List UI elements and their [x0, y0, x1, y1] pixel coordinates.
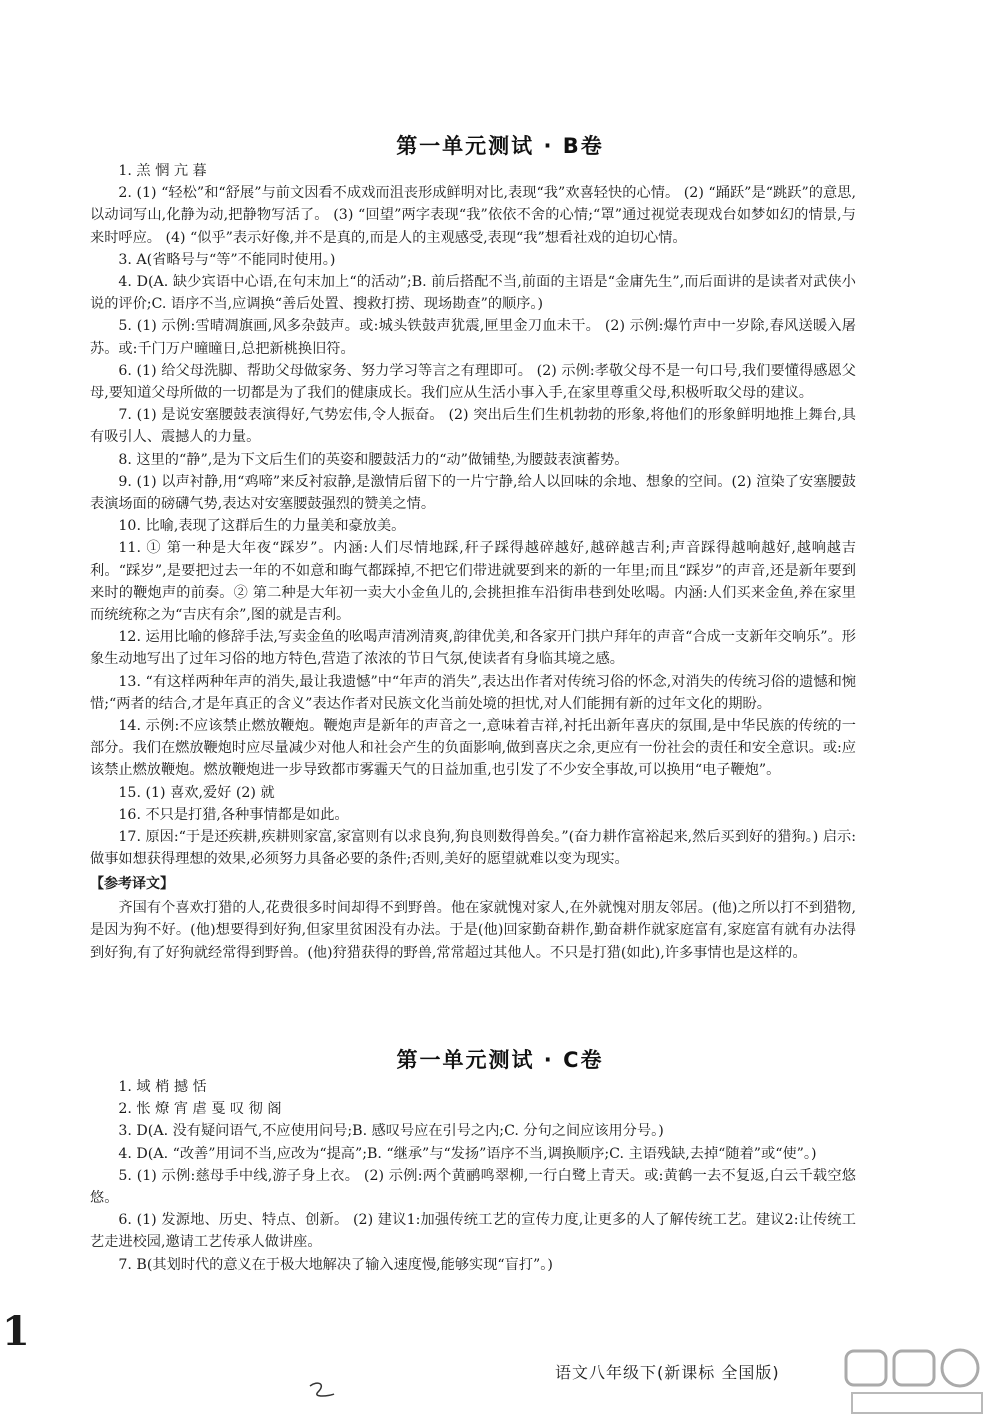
answer-item: 11. ① 第一种是大年夜“踩岁”。内涵:人们尽情地踩,秆子踩得越碎越好,越碎越吉利;声音踩得越响越好,越响越吉利。“踩岁”,是要把过去一年的不如意和晦气都踩掉,不把它们带进就要到来的新的一年里;而且“踩岁”的声音,还是新年要到来时的鞭炮声的前奏。② 第二种是大年初一卖大小金鱼儿的,会挑担推车沿街串巷到处吆喝。内涵:人们买来金鱼,养在家里而统统称之为“吉庆有余”,图的就是吉利。: [90, 540, 856, 624]
answer-item: 4. D(A. 缺少宾语中心语,在句末加上“的活动”;B. 前后搭配不当,前面的主语是“金庸先生”,而后面讲的是读者对武侠小说的评价;C. 语序不当,应调换“善后处置、搜救打捞、现场勘查”的顺序。): [90, 274, 856, 313]
answer-item: 7. (1) 是说安塞腰鼓表演得好,气势宏伟,令人振奋。 (2) 突出后生们生机勃勃的形象,将他们的形象鲜明地推上舞台,具有吸引人、震撼人的力量。: [90, 407, 856, 446]
reference-translation-text: 齐国有个喜欢打猎的人,花费很多时间却得不到野兽。他在家就愧对家人,在外就愧对朋友邻居。(他)之所以打不到猎物,是因为狗不好。(他)想要得到好狗,但家里贫困没有办法。于是(他)回家勤奋耕作,勤奋耕作就家庭富有,家庭富有就有办法得到好狗,有了好狗就经常得到野兽。(他)狩猎获得的野兽,常常超过其他人。不只是打猎(如此),许多事情也是这样的。: [90, 899, 856, 961]
answer-item: 14. 示例:不应该禁止燃放鞭炮。鞭炮声是新年的声音之一,意味着吉祥,衬托出新年喜庆的氛围,是中华民族的传统的一部分。我们在燃放鞭炮时应尽量减少对他人和社会产生的负面影响,做到喜庆之余,更应有一份社会的责任和安全意识。或:应该禁止燃放鞭炮。燃放鞭炮进一步导致都市雾霾天气的日益加重,也引发了不少安全事故,可以换用“电子鞭炮”。: [90, 718, 856, 779]
section-c-answers: [90, 1076, 856, 1276]
answer-item: 13. “有这样两种年声的消失,最让我遗憾”中“年声的消失”,表达出作者对传统习俗的怀念,对消失的传统习俗的遗憾和惋惜;“两者的结合,才是年真正的含义”表达作者对民族文化当前处境的担忧,对人们能拥有新的过年文化的期盼。: [90, 673, 856, 712]
answer-item: 12. 运用比喻的修辞手法,写卖金鱼的吆喝声清冽清爽,韵律优美,和各家开门拱户拜年的声音“合成一支新年交响乐”。形象生动地写出了过年习俗的地方特色,营造了浓浓的节日气氛,使读者有身临其境之感。: [90, 629, 856, 668]
answer-item: 4. D(A. “改善”用词不当,应改为“提高”;B. “继承”与“发扬”语序不当,调换顺序;C. 主语残缺,去掉“随着”或“使”。): [118, 1145, 817, 1162]
watermark-logo: [842, 1345, 992, 1420]
answer-item: 9. (1) 以声衬静,用“鸡啼”来反衬寂静,是激情后留下的一片宁静,给人以回味的余地、想象的空间。(2) 渲染了安塞腰鼓表演场面的磅礴气势,表达对安塞腰鼓强烈的赞美之情。: [90, 473, 856, 513]
section-c-title: 第一单元测试 · C卷: [396, 1048, 604, 1072]
answer-item: 1. 域 梢 撼 恬: [118, 1079, 207, 1095]
answer-item: 2. (1) “轻松”和“舒展”与前文因看不成戏而沮丧形成鲜明对比,表现“我”欢喜轻快的心情。 (2) “踊跃”是“跳跃”的意思,以动词写山,化静为动,把静物写活了。 (3) “回望”两字表现“我”依依不舍的心情;“罩”通过视觉表现戏台如梦如幻的情景,与来时呼应。 (4) “似乎”表示好像,并不是真的,而是人的主观感受,表现“我”想看社戏的迫切心情。: [90, 185, 856, 246]
answer-item: 5. (1) 示例:慈母手中线,游子身上衣。 (2) 示例:两个黄鹂鸣翠柳,一行白鹭上青天。或:黄鹤一去不复返,白云千载空悠悠。: [90, 1167, 856, 1207]
answer-item: 7. B(其划时代的意义在于极大地解决了输入速度慢,能够实现“盲打”。): [118, 1256, 553, 1273]
reference-translation-label: 【参考译文】: [90, 875, 174, 892]
answer-item: 8. 这里的“静”,是为下文后生们的英姿和腰鼓活力的“动”做铺垫,为腰鼓表演蓄势。: [118, 451, 629, 468]
pen-scribble-mark: [300, 1378, 350, 1404]
answer-item: 1. 羔 惘 亢 暮: [118, 163, 207, 179]
answer-item: 17. 原因:“于是还疾耕,疾耕则家富,家富则有以求良狗,狗良则数得兽矣。”(奋力耕作富裕起来,然后买到好的猎狗。) 启示:做事如想获得理想的效果,必须努力具备必要的条件;否则,美好的愿望就难以变为现实。: [90, 829, 856, 868]
answer-item: 5. (1) 示例:雪晴凋旗画,风多杂鼓声。或:城头铁鼓声犹震,匣里金刀血未干。 (2) 示例:爆竹声中一岁除,春风送暖入屠苏。或:千门万户曈曈日,总把新桃换旧符。: [90, 318, 856, 357]
answer-item: 3. D(A. 没有疑问语气,不应使用问号;B. 感叹号应在引号之内;C. 分句之间应该用分号。): [118, 1123, 664, 1140]
page-number: 1: [2, 1308, 30, 1355]
section-b-title: 第一单元测试 · B卷: [396, 134, 604, 158]
answer-item: 15. (1) 喜欢,爱好 (2) 就: [118, 784, 275, 801]
answer-item: 2. 怅 燎 宵 虐 戛 叹 彻 阁: [118, 1101, 282, 1118]
footer-book-title: 语文八年级下(新课标 全国版): [555, 1363, 780, 1382]
answer-item: 10. 比喻,表现了这群后生的力量美和豪放美。: [118, 518, 406, 535]
answer-item: 6. (1) 给父母洗脚、帮助父母做家务、努力学习等言之有理即可。 (2) 示例:孝敬父母不是一句口号,我们要懂得感恩父母,要知道父母所做的一切都是为了我们的健康成长。我们应从生活小事入手,在家里尊重父母,积极听取父母的建议。: [90, 362, 856, 402]
answer-item: 3. A(省略号与“等”不能同时使用。): [118, 251, 336, 268]
answer-item: 6. (1) 发源地、历史、特点、创新。 (2) 建议1:加强传统工艺的宣传力度,让更多的人了解传统工艺。建议2:让传统工艺走进校园,邀请工艺传承人做讲座。: [90, 1212, 856, 1251]
answer-item: 16. 不只是打猎,各种事情都是如此。: [118, 806, 349, 823]
section-b-answers: [90, 160, 856, 964]
